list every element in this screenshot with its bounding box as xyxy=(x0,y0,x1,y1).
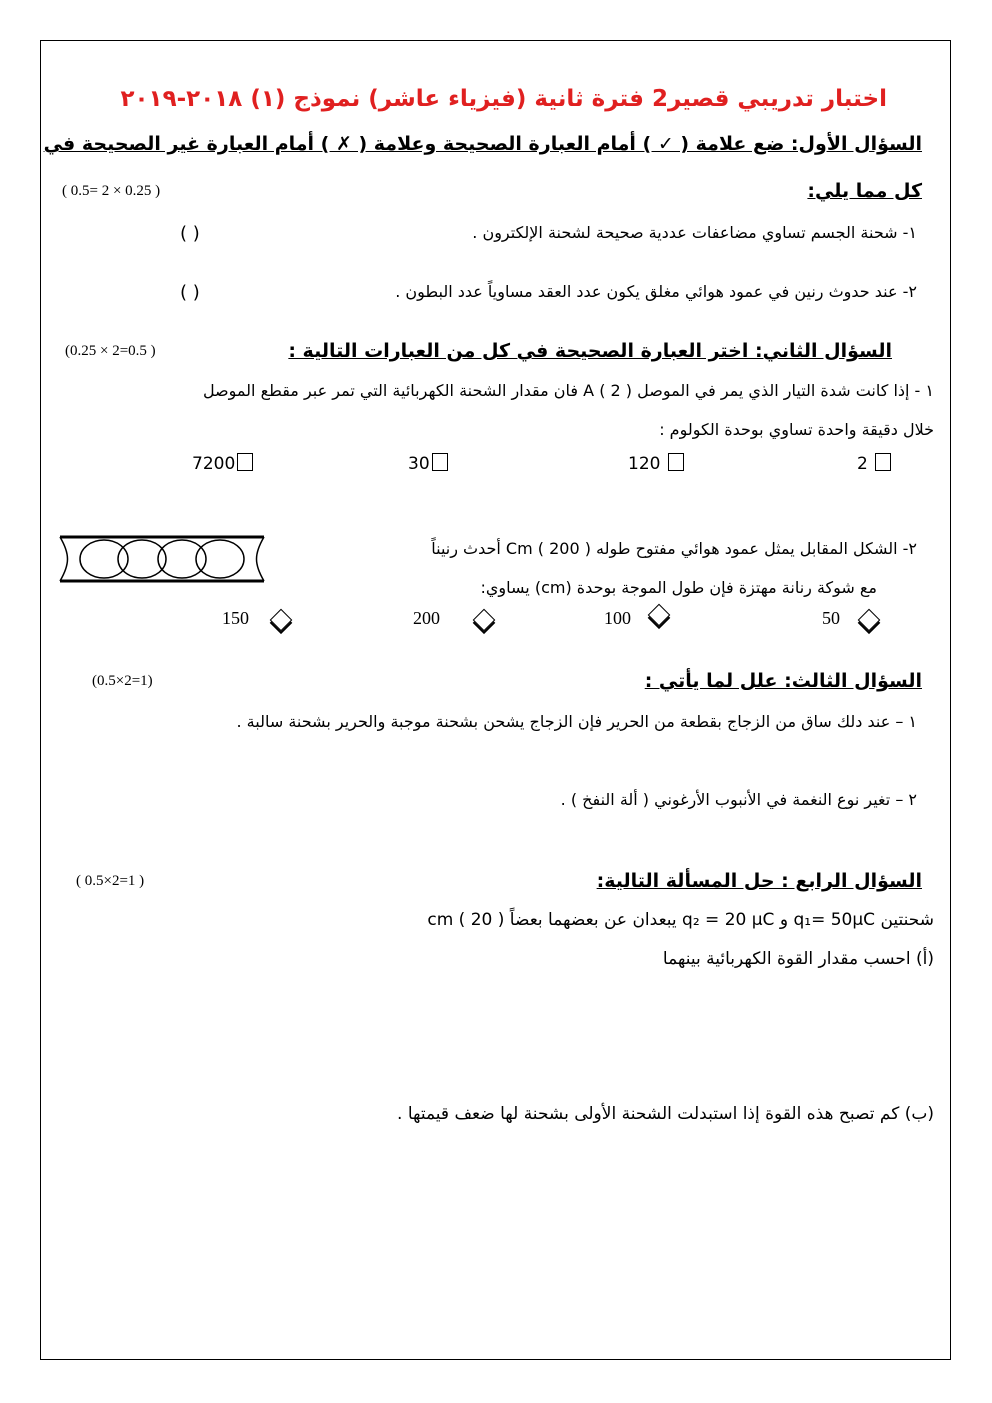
q3-heading: السؤال الثالث: علل لما يأتي : xyxy=(644,670,922,692)
option-label: 30 xyxy=(408,454,430,474)
q2-heading: السؤال الثاني: اختر العبارة الصحيحة في كل من العبارات التالية : xyxy=(288,340,892,362)
q2-item2-option-c-label: 200 xyxy=(413,608,440,628)
q4-problem-text: شحنتين q₁= 50μC و q₂ = 20 μC يبعدان عن بعضهما بعضاً cm ( 20 ) xyxy=(427,910,934,930)
q4-part-a: (أ) احسب مقدار القوة الكهربائية بينهما xyxy=(662,949,934,969)
q4-marks: ( 0.5×2=1 ) xyxy=(76,873,145,889)
q4-heading: السؤال الرابع : حل المسألة التالية: xyxy=(596,870,922,892)
option-label: 2 xyxy=(857,454,868,474)
q2-item1-option-c[interactable] xyxy=(408,453,448,474)
option-label: 7200 xyxy=(192,454,236,474)
q1-heading-line2: كل مما يلي: xyxy=(807,180,922,202)
q1-item-1-answer[interactable]: ( ) xyxy=(180,223,200,244)
q2-item2-option-a-label: 50 xyxy=(822,608,840,628)
q2-item2-option-b-label: 100 xyxy=(604,608,631,628)
checkbox-icon[interactable] xyxy=(237,453,253,471)
q3-item-1: ١ – عند دلك ساق من الزجاج بقطعة من الحرير فإن الزجاج يشحن بشحنة موجبة والحرير بشحنة سالبة . xyxy=(236,712,917,731)
q1-item-2: ٢- عند حدوث رنين في عمود هوائي مغلق يكون عدد العقد مساوياً عدد البطون . xyxy=(395,282,917,301)
q2-item1-line1: ١ - إذا كانت شدة التيار الذي يمر في الموصل A ( 2 ) فان مقدار الشحنة الكهربائية التي تمر عبر مقطع الموصل xyxy=(202,381,934,400)
q3-item-2: ٢ – تغير نوع النغمة في الأنبوب الأرغوني ( ألة النفخ ) . xyxy=(560,790,917,809)
q1-heading-line1: السؤال الأول: ضع علامة ( ✓ ) أمام العبارة الصحيحة وعلامة ( ✗ ) أمام العبارة غير الصحيحة في xyxy=(43,133,922,155)
q2-marks: (0.25 × 2=0.5 ) xyxy=(65,343,156,359)
q2-item1-option-b[interactable] xyxy=(628,453,684,474)
q1-marks: ( 0.5= 2 × 0.25 ) xyxy=(62,183,161,199)
checkbox-icon[interactable] xyxy=(875,453,891,471)
q2-item2-line2: مع شوكة رنانة مهتزة فإن طول الموجة بوحدة (cm) يساوي: xyxy=(480,578,877,597)
q3-marks: (0.5×2=1) xyxy=(92,673,153,689)
checkbox-icon[interactable] xyxy=(432,453,448,471)
q1-item-1: ١- شحنة الجسم تساوي مضاعفات عددية صحيحة لشحنة الإلكترون . xyxy=(472,223,917,242)
q2-item1-option-d[interactable] xyxy=(192,453,253,474)
open-air-column-figure xyxy=(58,534,266,584)
checkbox-icon[interactable] xyxy=(668,453,684,471)
q2-item1-option-a[interactable] xyxy=(857,453,891,474)
q2-item2-option-d-label: 150 xyxy=(222,608,249,628)
exam-title: اختبار تدريبي قصير2 فترة ثانية (فيزياء عاشر) نموذج (١) ٢٠١٨-٢٠١٩ xyxy=(120,86,887,112)
q4-part-b: (ب) كم تصبح هذه القوة إذا استبدلت الشحنة الأولى بشحنة لها ضعف قيمتها . xyxy=(397,1104,934,1124)
option-label: 120 xyxy=(628,454,661,474)
q1-item-2-answer[interactable]: ( ) xyxy=(180,282,200,303)
q2-item1-line2: خلال دقيقة واحدة تساوي بوحدة الكولوم : xyxy=(659,420,934,439)
q2-item2-line1: ٢- الشكل المقابل يمثل عمود هوائي مفتوح طوله Cm ( 200 ) أحدث رنيناً xyxy=(431,539,917,558)
